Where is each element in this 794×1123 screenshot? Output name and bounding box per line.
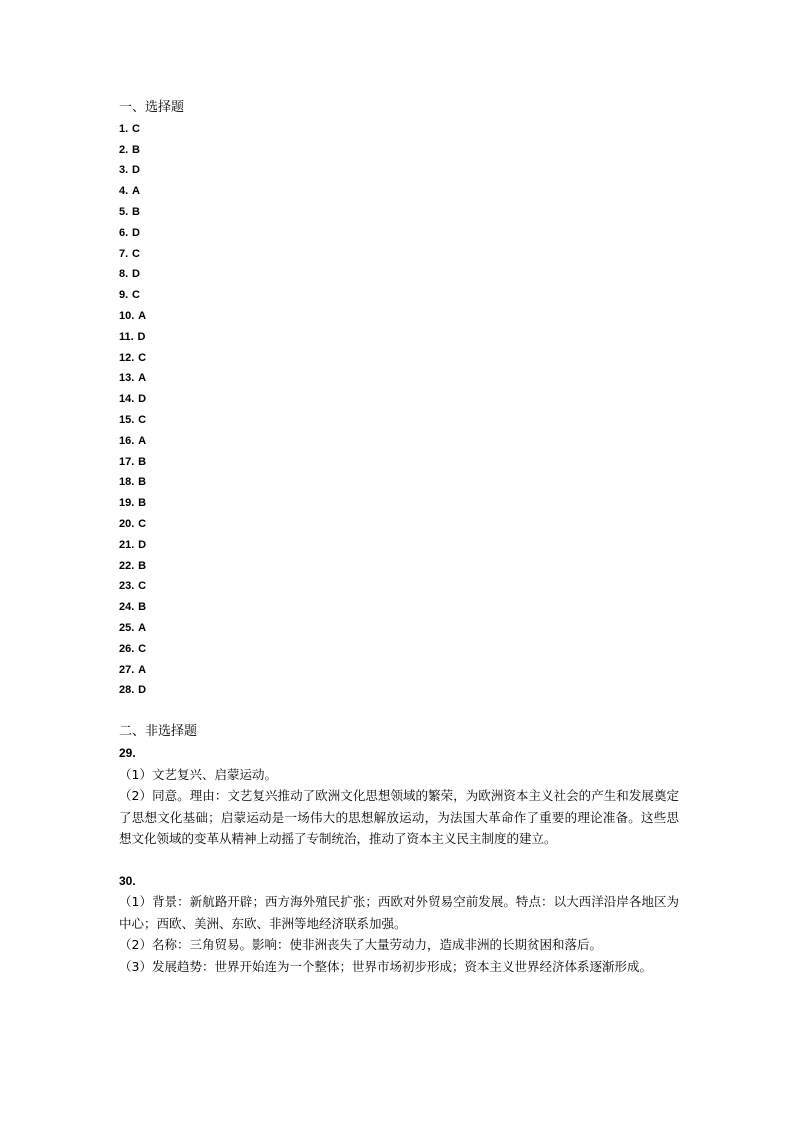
answer-option: A <box>138 372 147 385</box>
answer-option: C <box>138 413 147 426</box>
answer-item <box>119 264 679 285</box>
answer-number: 3. <box>119 164 129 177</box>
answer-item <box>119 223 679 244</box>
answer-option: D <box>132 268 140 281</box>
answer-item <box>119 119 679 140</box>
answer-number: 1. <box>119 122 129 135</box>
answer-number: 18. <box>119 476 135 489</box>
answer-option: B <box>132 205 140 218</box>
answer-item <box>119 639 679 660</box>
answer-option: D <box>138 393 147 406</box>
answer-number: 23. <box>119 580 135 593</box>
answer-number: 15. <box>119 413 135 426</box>
answer-number: 14. <box>119 393 135 406</box>
answer-item <box>119 244 679 265</box>
answer-number: 2. <box>119 143 129 156</box>
answer-number: 10. <box>119 309 135 322</box>
answer-item <box>119 181 679 202</box>
section-title-choice: 一、选择题 <box>119 100 185 115</box>
choice-answer-list <box>119 119 679 701</box>
answer-option: C <box>138 517 147 530</box>
question-29-part-1: （1）文艺复兴、启蒙运动。 <box>119 766 277 782</box>
answer-document <box>119 98 679 977</box>
answer-option: B <box>138 559 147 572</box>
answer-item <box>119 327 679 348</box>
answer-option: B <box>138 601 147 614</box>
answer-option: B <box>138 497 147 510</box>
answer-item <box>119 535 679 556</box>
answer-item <box>119 410 679 431</box>
answer-option: A <box>138 621 147 634</box>
answer-number: 22. <box>119 559 135 572</box>
answer-option: C <box>138 642 147 655</box>
answer-option: C <box>138 580 147 593</box>
section-gap <box>119 701 679 722</box>
answer-item <box>119 618 679 639</box>
answer-option: D <box>132 164 140 177</box>
question-29 <box>119 743 679 850</box>
answer-number: 27. <box>119 663 135 676</box>
answer-option: C <box>132 247 140 260</box>
question-29-part-2: （2）同意。理由：文艺复兴推动了欧洲文化思想领域的繁荣，为欧洲资本主义社会的产生和发展奠定了思想文化基础；启蒙运动是一场伟大的思想解放运动，为法国大革命作了重要的理论准备。这些思想文化领域的变革从精神上动摇了专制统治，推动了资本主义民主制度的建立。 <box>119 788 679 846</box>
answer-number: 7. <box>119 247 129 260</box>
answer-number: 20. <box>119 517 135 530</box>
answer-number: 4. <box>119 185 129 198</box>
answer-option: D <box>132 226 140 239</box>
answer-item <box>119 285 679 306</box>
answer-item <box>119 431 679 452</box>
answer-item <box>119 368 679 389</box>
answer-number: 19. <box>119 497 135 510</box>
answer-number: 13. <box>119 372 135 385</box>
section-title-non-choice: 二、非选择题 <box>119 723 198 739</box>
answer-number: 6. <box>119 226 129 239</box>
answer-number: 5. <box>119 205 129 218</box>
answer-number: 26. <box>119 642 135 655</box>
answer-item <box>119 160 679 181</box>
answer-item <box>119 597 679 618</box>
answer-option: D <box>137 330 146 343</box>
answer-number: 8. <box>119 268 129 281</box>
answer-item <box>119 202 679 223</box>
question-30-part-2: （2）名称：三角贸易。影响：使非洲丧失了大量劳动力，造成非洲的长期贫困和落后。 <box>119 937 602 953</box>
answer-option: C <box>132 289 140 302</box>
question-gap <box>119 850 679 871</box>
answer-item <box>119 514 679 535</box>
answer-number: 16. <box>119 434 135 447</box>
answer-number: 28. <box>119 684 135 697</box>
answer-item <box>119 660 679 681</box>
answer-item <box>119 389 679 410</box>
answer-option: D <box>138 684 147 697</box>
answer-option: C <box>138 351 147 364</box>
answer-number: 17. <box>119 455 135 468</box>
answer-item <box>119 556 679 577</box>
question-number: 30. <box>119 873 136 888</box>
answer-item <box>119 472 679 493</box>
answer-option: A <box>132 185 140 198</box>
answer-option: D <box>138 538 147 551</box>
answer-number: 24. <box>119 601 135 614</box>
answer-option: C <box>132 122 140 135</box>
answer-option: A <box>138 434 147 447</box>
answer-item <box>119 306 679 327</box>
answer-item <box>119 680 679 701</box>
answer-number: 11. <box>119 330 134 343</box>
question-number: 29. <box>119 745 136 760</box>
answer-number: 12. <box>119 351 135 364</box>
answer-option: B <box>138 476 147 489</box>
answer-option: A <box>138 663 147 676</box>
answer-item <box>119 452 679 473</box>
question-30-part-3: （3）发展趋势：世界开始连为一个整体；世界市场初步形成；资本主义世界经济体系逐渐形成。 <box>119 958 652 974</box>
answer-option: B <box>132 143 140 156</box>
question-30 <box>119 871 679 978</box>
answer-item <box>119 576 679 597</box>
answer-item <box>119 493 679 514</box>
question-30-part-1: （1）背景：新航路开辟；西方海外殖民扩张；西欧对外贸易空前发展。特点：以大西洋沿岸各地区为中心；西欧、美洲、东欧、非洲等地经济联系加强。 <box>119 894 679 931</box>
answer-option: A <box>138 309 147 322</box>
answer-item <box>119 140 679 161</box>
answer-number: 9. <box>119 289 129 302</box>
answer-item <box>119 348 679 369</box>
answer-option: B <box>138 455 147 468</box>
answer-number: 21. <box>119 538 135 551</box>
answer-number: 25. <box>119 621 135 634</box>
